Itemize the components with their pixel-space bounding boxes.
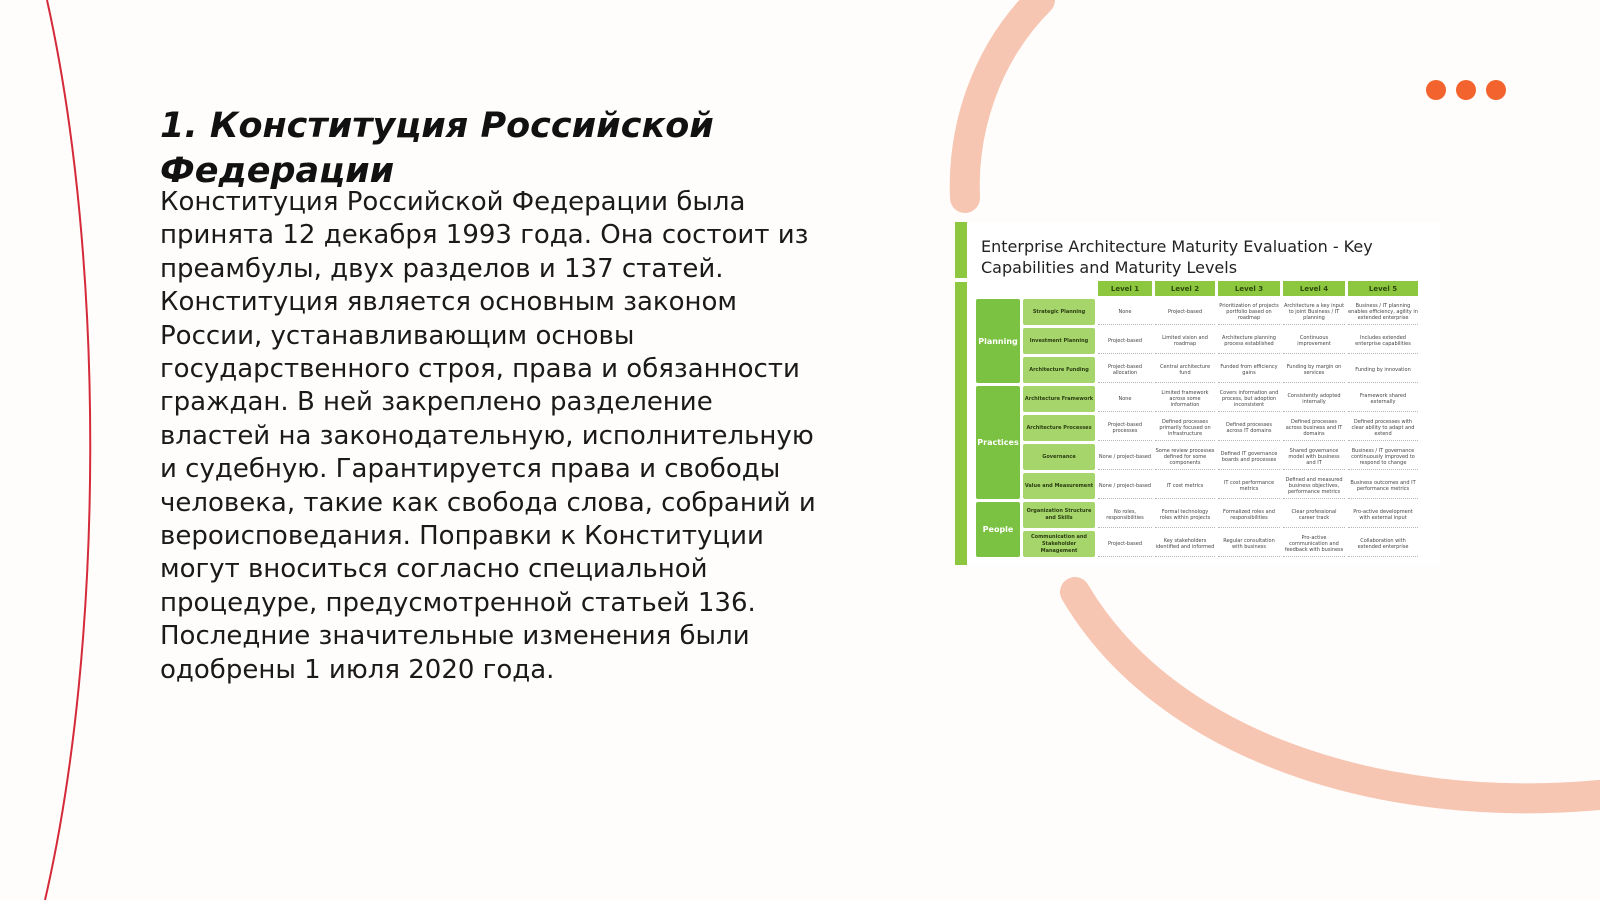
maturity-cell: Pro-active communication and feedback with business — [1283, 531, 1345, 557]
level-header: Level 3 — [1218, 281, 1280, 296]
maturity-cell: None — [1098, 299, 1152, 325]
maturity-cell: Defined processes across business and IT domains — [1283, 415, 1345, 441]
table-row — [976, 386, 1418, 412]
table-row — [976, 502, 1418, 528]
maturity-cell: Limited framework across some information — [1155, 386, 1215, 412]
maturity-cell: Collaboration with extended enterprise — [1348, 531, 1418, 557]
group-label: Practices — [976, 386, 1020, 499]
table-header-row — [976, 281, 1418, 296]
maturity-cell: Project-based — [1155, 299, 1215, 325]
maturity-cell: Project-based processes — [1098, 415, 1152, 441]
maturity-cell: Funding by margin on services — [1283, 357, 1345, 383]
table-row — [976, 531, 1418, 557]
maturity-cell: Defined IT governance boards and processes — [1218, 444, 1280, 470]
maturity-cell: None / project-based — [1098, 444, 1152, 470]
figure-accent-bar-top — [955, 222, 967, 278]
maturity-cell: Covers information and process, but adoption inconsistent — [1218, 386, 1280, 412]
capability-label: Organization Structure and Skills — [1023, 502, 1095, 528]
maturity-cell: None / project-based — [1098, 473, 1152, 499]
capability-label: Investment Planning — [1023, 328, 1095, 354]
maturity-figure — [955, 222, 1440, 565]
table-row — [976, 473, 1418, 499]
maturity-cell: Architecture a key input to joint Business / IT planning — [1283, 299, 1345, 325]
table-row — [976, 357, 1418, 383]
maturity-cell: Some review processes defined for some components — [1155, 444, 1215, 470]
table-row — [976, 299, 1418, 325]
maturity-cell: Consistently adopted internally — [1283, 386, 1345, 412]
maturity-cell: Limited vision and roadmap — [1155, 328, 1215, 354]
maturity-cell: Formal technology roles within projects — [1155, 502, 1215, 528]
level-header: Level 1 — [1098, 281, 1152, 296]
maturity-cell: Includes extended enterprise capabilities — [1348, 328, 1418, 354]
maturity-cell: Continuous improvement — [1283, 328, 1345, 354]
maturity-cell: Pro-active development with external input — [1348, 502, 1418, 528]
header-spacer — [1023, 281, 1095, 296]
maturity-cell: Business / IT governance continuously improved to respond to change — [1348, 444, 1418, 470]
group-label: Planning — [976, 299, 1020, 383]
maturity-cell: Project-based — [1098, 328, 1152, 354]
maturity-cell: Central architecture fund — [1155, 357, 1215, 383]
maturity-cell: None — [1098, 386, 1152, 412]
capability-label: Governance — [1023, 444, 1095, 470]
capability-label: Architecture Processes — [1023, 415, 1095, 441]
maturity-table — [973, 278, 1421, 560]
maturity-cell: Framework shared externally — [1348, 386, 1418, 412]
maturity-cell: Clear professional career track — [1283, 502, 1345, 528]
figure-title: Enterprise Architecture Maturity Evaluation - Key Capabilities and Maturity Levels — [981, 237, 1373, 277]
maturity-cell: Defined processes primarily focused on infrastructure — [1155, 415, 1215, 441]
maturity-cell: Formalized roles and responsibilities — [1218, 502, 1280, 528]
maturity-cell: No roles, responsibilities — [1098, 502, 1152, 528]
dot-3 — [1486, 80, 1506, 100]
more-dots-icon[interactable] — [1426, 80, 1506, 100]
table-row — [976, 415, 1418, 441]
decorative-arc-bottom — [1075, 592, 1600, 798]
maturity-cell: Funding by innovation — [1348, 357, 1418, 383]
level-header: Level 5 — [1348, 281, 1418, 296]
maturity-cell: IT cost performance metrics — [1218, 473, 1280, 499]
dot-1 — [1426, 80, 1446, 100]
maturity-cell: Regular consultation with business — [1218, 531, 1280, 557]
maturity-cell: Funded from efficiency gains — [1218, 357, 1280, 383]
maturity-cell: Project-based allocation — [1098, 357, 1152, 383]
maturity-cell: Business outcomes and IT performance metrics — [1348, 473, 1418, 499]
capability-label: Communication and Stakeholder Management — [1023, 531, 1095, 557]
capability-label: Architecture Framework — [1023, 386, 1095, 412]
decorative-arc-top — [965, 0, 1040, 198]
slide-title: 1. Конституция Российской Федерации — [160, 106, 714, 191]
header-spacer — [976, 281, 1020, 296]
maturity-cell: Defined processes across IT domains — [1218, 415, 1280, 441]
capability-label: Architecture Funding — [1023, 357, 1095, 383]
maturity-cell: Project-based — [1098, 531, 1152, 557]
maturity-cell: Key stakeholders identified and informed — [1155, 531, 1215, 557]
table-row — [976, 444, 1418, 470]
maturity-cell: Defined and measured business objectives, performance metrics — [1283, 473, 1345, 499]
table-row — [976, 328, 1418, 354]
maturity-cell: Defined processes with clear ability to adapt and extend — [1348, 415, 1418, 441]
slide-body-text: Конституция Российской Федерации была принята 12 декабря 1993 года. Она состоит из преамбулы, двух разделов и 137 статей. Конституция является основным законом России, устанавливающим основы государственного строя, права и обязанности граждан. В ней закреплено разделение властей на законодательную, исполнительную и судебную. Гарантируется права и свободы человека, такие как свобода слова, собраний и вероисповедания. Поправки к Конституции могут вноситься согласно специальной процедуре, предусмотренной статьей 136. Последние значительные изменения были одобрены 1 июля 2020 года. — [160, 187, 816, 685]
capability-label: Strategic Planning — [1023, 299, 1095, 325]
group-label: People — [976, 502, 1020, 557]
maturity-cell: Prioritization of projects portfolio based on roadmap — [1218, 299, 1280, 325]
level-header: Level 2 — [1155, 281, 1215, 296]
dot-2 — [1456, 80, 1476, 100]
maturity-cell: Architecture planning process established — [1218, 328, 1280, 354]
maturity-cell: IT cost metrics — [1155, 473, 1215, 499]
capability-label: Value and Measurement — [1023, 473, 1095, 499]
maturity-cell: Shared governance model with business and IT — [1283, 444, 1345, 470]
level-header: Level 4 — [1283, 281, 1345, 296]
maturity-cell: Business / IT planning enables efficiency, agility in extended enterprise — [1348, 299, 1418, 325]
left-curve-line — [45, 0, 90, 900]
figure-accent-bar-bottom — [955, 282, 967, 565]
